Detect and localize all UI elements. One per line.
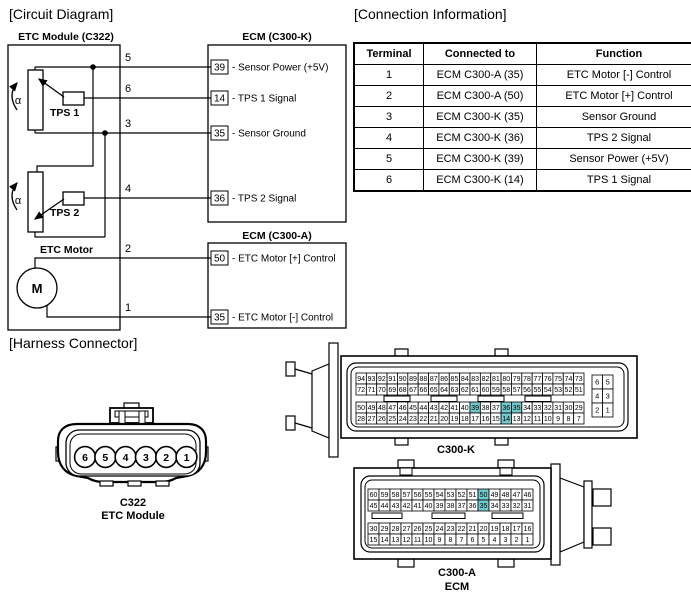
c300a-bracket <box>551 464 611 565</box>
pin-cell-number: 52 <box>457 492 466 500</box>
c300k-name: C300-K <box>437 444 475 456</box>
pin-cell-number: 34 <box>490 503 499 511</box>
pin-50-desc: - ETC Motor [+] Control <box>232 253 336 265</box>
pin-cell-number: 88 <box>419 376 428 384</box>
table-cell: 5 <box>354 149 424 170</box>
pin-cell-number: 33 <box>533 405 542 413</box>
pin-cell-number: 22 <box>457 526 466 534</box>
pin-cell-number: 18 <box>501 526 510 534</box>
pin-cell-number: 67 <box>409 387 417 395</box>
wire-terminal-2 <box>35 258 211 268</box>
pin-cell-number: 14 <box>502 416 511 424</box>
table-row <box>354 65 691 86</box>
pin-cell-number: 49 <box>490 492 499 500</box>
pin-cell-number: 24 <box>435 526 444 534</box>
pin-cell-number: 79 <box>512 376 521 384</box>
tps2-label: TPS 2 <box>50 207 80 219</box>
tps1-label: TPS 1 <box>50 107 80 119</box>
pin-cell-number: 51 <box>468 492 477 500</box>
pin-cell-number: 23 <box>409 416 417 424</box>
table-cell: ECM C300-A (35) <box>424 65 537 86</box>
junction-dot <box>90 64 96 70</box>
pin-cell-number: 65 <box>429 387 438 395</box>
pin-cell-number: 8 <box>448 537 453 545</box>
pin-cell-number: 50 <box>357 405 366 413</box>
pin-cell-number: 11 <box>533 416 542 424</box>
c300k-connector <box>286 343 637 457</box>
pin-cell-number: 72 <box>357 387 366 395</box>
pin-cell-number: 29 <box>380 526 389 534</box>
pin-cell-number: 26 <box>413 526 422 534</box>
pin-cell-number: 60 <box>369 492 378 500</box>
pin-cell-number: 56 <box>523 387 531 395</box>
pin-cell-number: 10 <box>543 416 552 424</box>
pin-cell-number: 41 <box>450 405 459 413</box>
pin-35k-desc: - Sensor Ground <box>232 128 306 140</box>
table-cell: 2 <box>354 86 424 107</box>
table-header-row <box>354 43 691 65</box>
pin-cell-number: 21 <box>429 416 438 424</box>
motor-m-label: M <box>31 281 43 296</box>
pin-cell-number: 89 <box>409 376 417 384</box>
pin-cell-number: 3 <box>503 537 508 545</box>
pin-cell-number: 6 <box>595 377 600 387</box>
pin-cell-number: 30 <box>369 526 378 534</box>
pin-cell-number: 45 <box>369 503 378 511</box>
pin-cell-number: 13 <box>512 416 521 424</box>
table-cell: ETC Motor [+] Control <box>537 86 691 107</box>
pin-cell-number: 42 <box>440 405 448 413</box>
col-function: Function <box>537 43 691 65</box>
pin-cell-number: 63 <box>450 387 459 395</box>
pin-cell-number: 14 <box>380 537 389 545</box>
pin-cell-number: 45 <box>409 405 417 413</box>
pin-cell-number: 15 <box>492 416 500 424</box>
table-cell: ECM C300-K (14) <box>424 170 537 192</box>
pin-cell-number: 57 <box>402 492 411 500</box>
pin-cell-number: 47 <box>388 405 397 413</box>
tps1-symbol <box>12 70 84 130</box>
pin-cell-number: 20 <box>479 526 488 534</box>
pin-cell-number: 60 <box>481 387 490 395</box>
pin-cell-number: 17 <box>512 526 521 534</box>
table-cell: Sensor Ground <box>537 107 691 128</box>
pin-cell-number: 4 <box>595 391 600 401</box>
pin-cell-number: 32 <box>512 503 521 511</box>
pin-cell-number: 55 <box>424 492 433 500</box>
col-terminal: Terminal <box>354 43 424 65</box>
pin-cell-number: 26 <box>378 416 386 424</box>
table-cell: ECM C300-K (39) <box>424 149 537 170</box>
pin-cell-number: 4 <box>492 537 497 545</box>
pin-36: 36 <box>213 193 226 205</box>
pin-14-desc: - TPS 1 Signal <box>232 93 297 105</box>
pin-cell-number: 66 <box>419 387 428 395</box>
pin-cell-number: 61 <box>471 387 480 395</box>
pin-cell-number: 9 <box>556 416 561 424</box>
pin-cell-number: 73 <box>574 376 583 384</box>
pin-cell-number: 55 <box>533 387 542 395</box>
pin-cell-number: 28 <box>357 416 366 424</box>
pin-36-desc: - TPS 2 Signal <box>232 193 297 205</box>
table-row <box>354 86 691 107</box>
pin-cell-number: 10 <box>424 537 433 545</box>
pin-cell-number: 74 <box>564 376 573 384</box>
pin-cell-number: 93 <box>367 376 376 384</box>
pin-cell-number: 62 <box>460 387 469 395</box>
pin-cell-number: 94 <box>357 376 366 384</box>
pin-cell-number: 5 <box>481 537 486 545</box>
pin-cell-number: 43 <box>429 405 438 413</box>
ecm-c300a-label: ECM (C300-A) <box>242 230 312 242</box>
c322-pin-number: 6 <box>82 452 88 464</box>
pin-cell-number: 1 <box>525 537 530 545</box>
pin-cell-number: 41 <box>413 503 422 511</box>
pin-cell-number: 25 <box>424 526 433 534</box>
pin-cell-number: 49 <box>367 405 376 413</box>
junction-dot <box>102 130 108 136</box>
pin-cell-number: 56 <box>413 492 422 500</box>
pin-cell-number: 70 <box>378 387 386 395</box>
pin-14: 14 <box>213 93 226 105</box>
pin-cell-number: 7 <box>459 537 464 545</box>
wire-tps1-to-tps2 <box>37 67 93 172</box>
pin-cell-number: 34 <box>523 405 531 413</box>
pin-cell-number: 27 <box>402 526 411 534</box>
pin-35a-desc: - ETC Motor [-] Control <box>232 312 334 324</box>
pin-cell-number: 19 <box>490 526 499 534</box>
pin-50: 50 <box>213 253 226 265</box>
pin-cell-number: 77 <box>533 376 542 384</box>
c322-pin-number: 3 <box>142 452 149 464</box>
pin-cell-number: 84 <box>460 376 469 384</box>
pin-cell-number: 69 <box>388 387 397 395</box>
connection-table <box>353 42 691 192</box>
terminal-2: 2 <box>124 243 132 255</box>
pin-cell-number: 35 <box>479 503 488 511</box>
pin-cell-number: 46 <box>523 492 532 500</box>
pin-cell-number: 40 <box>460 405 469 413</box>
pin-cell-number: 9 <box>437 537 442 545</box>
pin-cell-number: 53 <box>446 492 455 500</box>
pin-cell-number: 32 <box>543 405 552 413</box>
tps2-alpha-label: α <box>14 195 22 207</box>
pin-cell-number: 22 <box>419 416 428 424</box>
pin-cell-number: 23 <box>446 526 455 534</box>
pin-cell-number: 5 <box>605 377 610 387</box>
pin-cell-number: 81 <box>492 376 500 384</box>
pin-cell-number: 58 <box>391 492 400 500</box>
terminal-6: 6 <box>124 83 132 95</box>
pin-cell-number: 40 <box>424 503 433 511</box>
pin-cell-number: 87 <box>429 376 438 384</box>
pin-cell-number: 51 <box>574 387 583 395</box>
pin-cell-number: 16 <box>481 416 490 424</box>
c322-pin-number: 2 <box>163 452 170 464</box>
tps2-symbol <box>12 172 84 232</box>
pin-cell-number: 46 <box>398 405 407 413</box>
pin-cell-number: 86 <box>440 376 448 384</box>
terminal-5: 5 <box>124 52 132 64</box>
pin-cell-number: 80 <box>502 376 511 384</box>
table-cell: 3 <box>354 107 424 128</box>
table-row <box>354 149 691 170</box>
pin-cell-number: 13 <box>391 537 400 545</box>
harness-connector-title: [Harness Connector] <box>9 335 138 351</box>
pin-cell-number: 21 <box>468 526 477 534</box>
pin-cell-number: 42 <box>402 503 411 511</box>
pin-cell-number: 52 <box>564 387 573 395</box>
pin-cell-number: 53 <box>554 387 562 395</box>
pin-cell-number: 48 <box>378 405 386 413</box>
pin-cell-number: 38 <box>446 503 455 511</box>
pin-cell-number: 24 <box>398 416 407 424</box>
ecm-c300k-label: ECM (C300-K) <box>242 31 312 43</box>
pin-cell-number: 47 <box>512 492 521 500</box>
pin-cell-number: 12 <box>523 416 531 424</box>
pin-cell-number: 85 <box>450 376 459 384</box>
c322-sub: ETC Module <box>101 510 165 522</box>
pin-cell-number: 59 <box>492 387 500 395</box>
terminal-3: 3 <box>124 118 132 130</box>
c322-connector <box>56 403 208 486</box>
pin-cell-number: 6 <box>470 537 475 545</box>
pin-cell-number: 75 <box>554 376 562 384</box>
pin-cell-number: 44 <box>380 503 389 511</box>
pin-cell-number: 64 <box>440 387 448 395</box>
pin-cell-number: 44 <box>419 405 428 413</box>
pin-cell-number: 36 <box>468 503 477 511</box>
pin-cell-number: 43 <box>391 503 400 511</box>
pin-cell-number: 35 <box>512 405 521 413</box>
table-cell: 1 <box>354 65 424 86</box>
c322-pin-number: 1 <box>183 452 190 464</box>
pin-cell-number: 33 <box>501 503 510 511</box>
pin-cell-number: 19 <box>450 416 459 424</box>
pin-cell-number: 28 <box>391 526 400 534</box>
pin-cell-number: 71 <box>367 387 376 395</box>
table-row <box>354 107 691 128</box>
pin-cell-number: 76 <box>543 376 552 384</box>
c300a-name: C300-A <box>438 567 476 579</box>
etc-motor-label: ETC Motor <box>40 244 94 256</box>
table-row <box>354 170 691 192</box>
etc-module-label: ETC Module (C322) <box>18 31 114 43</box>
pin-cell-number: 8 <box>566 416 571 424</box>
pin-cell-number: 37 <box>457 503 466 511</box>
pin-cell-number: 54 <box>543 387 552 395</box>
pin-cell-number: 20 <box>440 416 448 424</box>
pin-cell-number: 2 <box>514 537 519 545</box>
c300k-bracket <box>286 343 338 457</box>
c322-pin-number: 4 <box>122 452 129 464</box>
terminal-4: 4 <box>124 183 132 195</box>
pin-cell-number: 36 <box>502 405 511 413</box>
pin-cell-number: 82 <box>481 376 490 384</box>
pin-cell-number: 11 <box>413 537 422 545</box>
table-cell: ECM C300-K (36) <box>424 128 537 149</box>
pin-cell-number: 38 <box>481 405 490 413</box>
pin-cell-number: 91 <box>388 376 397 384</box>
c300k-side-grid <box>592 375 613 417</box>
pin-cell-number: 92 <box>378 376 386 384</box>
pin-cell-number: 27 <box>367 416 376 424</box>
c300a-connector <box>354 460 611 567</box>
pin-39-desc: - Sensor Power (+5V) <box>232 62 329 74</box>
pin-cell-number: 31 <box>523 503 532 511</box>
pin-cell-number: 17 <box>471 416 480 424</box>
pin-cell-number: 68 <box>398 387 407 395</box>
pin-35k: 35 <box>213 128 226 140</box>
pin-cell-number: 37 <box>492 405 500 413</box>
col-connected-to: Connected to <box>424 43 537 65</box>
etc-module-box <box>8 45 120 330</box>
pin-cell-number: 50 <box>479 492 488 500</box>
pin-cell-number: 83 <box>471 376 480 384</box>
c322-name: C322 <box>119 497 147 509</box>
table-cell: 6 <box>354 170 424 192</box>
table-row <box>354 128 691 149</box>
pin-cell-number: 30 <box>564 405 573 413</box>
connection-information-title: [Connection Information] <box>354 6 507 22</box>
c300a-sub: ECM <box>444 581 470 593</box>
pin-cell-number: 15 <box>369 537 378 545</box>
circuit-diagram-title: [Circuit Diagram] <box>9 6 114 22</box>
pin-cell-number: 7 <box>576 416 581 424</box>
tps1-alpha-label: α <box>14 95 22 107</box>
pin-cell-number: 90 <box>398 376 407 384</box>
pin-cell-number: 48 <box>501 492 510 500</box>
pin-cell-number: 3 <box>605 391 610 401</box>
pin-cell-number: 12 <box>402 537 411 545</box>
table-cell: ECM C300-K (35) <box>424 107 537 128</box>
pin-cell-number: 1 <box>605 405 610 415</box>
pin-cell-number: 25 <box>388 416 397 424</box>
pin-cell-number: 39 <box>435 503 444 511</box>
pin-cell-number: 39 <box>471 405 480 413</box>
table-cell: ECM C300-A (50) <box>424 86 537 107</box>
pin-cell-number: 54 <box>435 492 444 500</box>
table-cell: ETC Motor [-] Control <box>537 65 691 86</box>
terminal-1: 1 <box>124 302 132 314</box>
circuit-diagram <box>8 31 346 330</box>
pin-cell-number: 29 <box>574 405 583 413</box>
pin-cell-number: 16 <box>523 526 532 534</box>
pin-cell-number: 57 <box>512 387 521 395</box>
pin-35a: 35 <box>213 312 226 324</box>
pin-cell-number: 78 <box>523 376 531 384</box>
pin-cell-number: 2 <box>595 405 600 415</box>
table-cell: TPS 2 Signal <box>537 128 691 149</box>
c322-pin-number: 5 <box>102 452 109 464</box>
circuit-wires <box>35 67 211 317</box>
pin-cell-number: 59 <box>380 492 389 500</box>
table-cell: 4 <box>354 128 424 149</box>
pin-cell-number: 18 <box>460 416 469 424</box>
pin-cell-number: 31 <box>554 405 562 413</box>
table-cell: TPS 1 Signal <box>537 170 691 192</box>
pin-39: 39 <box>213 62 226 74</box>
pin-cell-number: 58 <box>502 387 511 395</box>
table-cell: Sensor Power (+5V) <box>537 149 691 170</box>
